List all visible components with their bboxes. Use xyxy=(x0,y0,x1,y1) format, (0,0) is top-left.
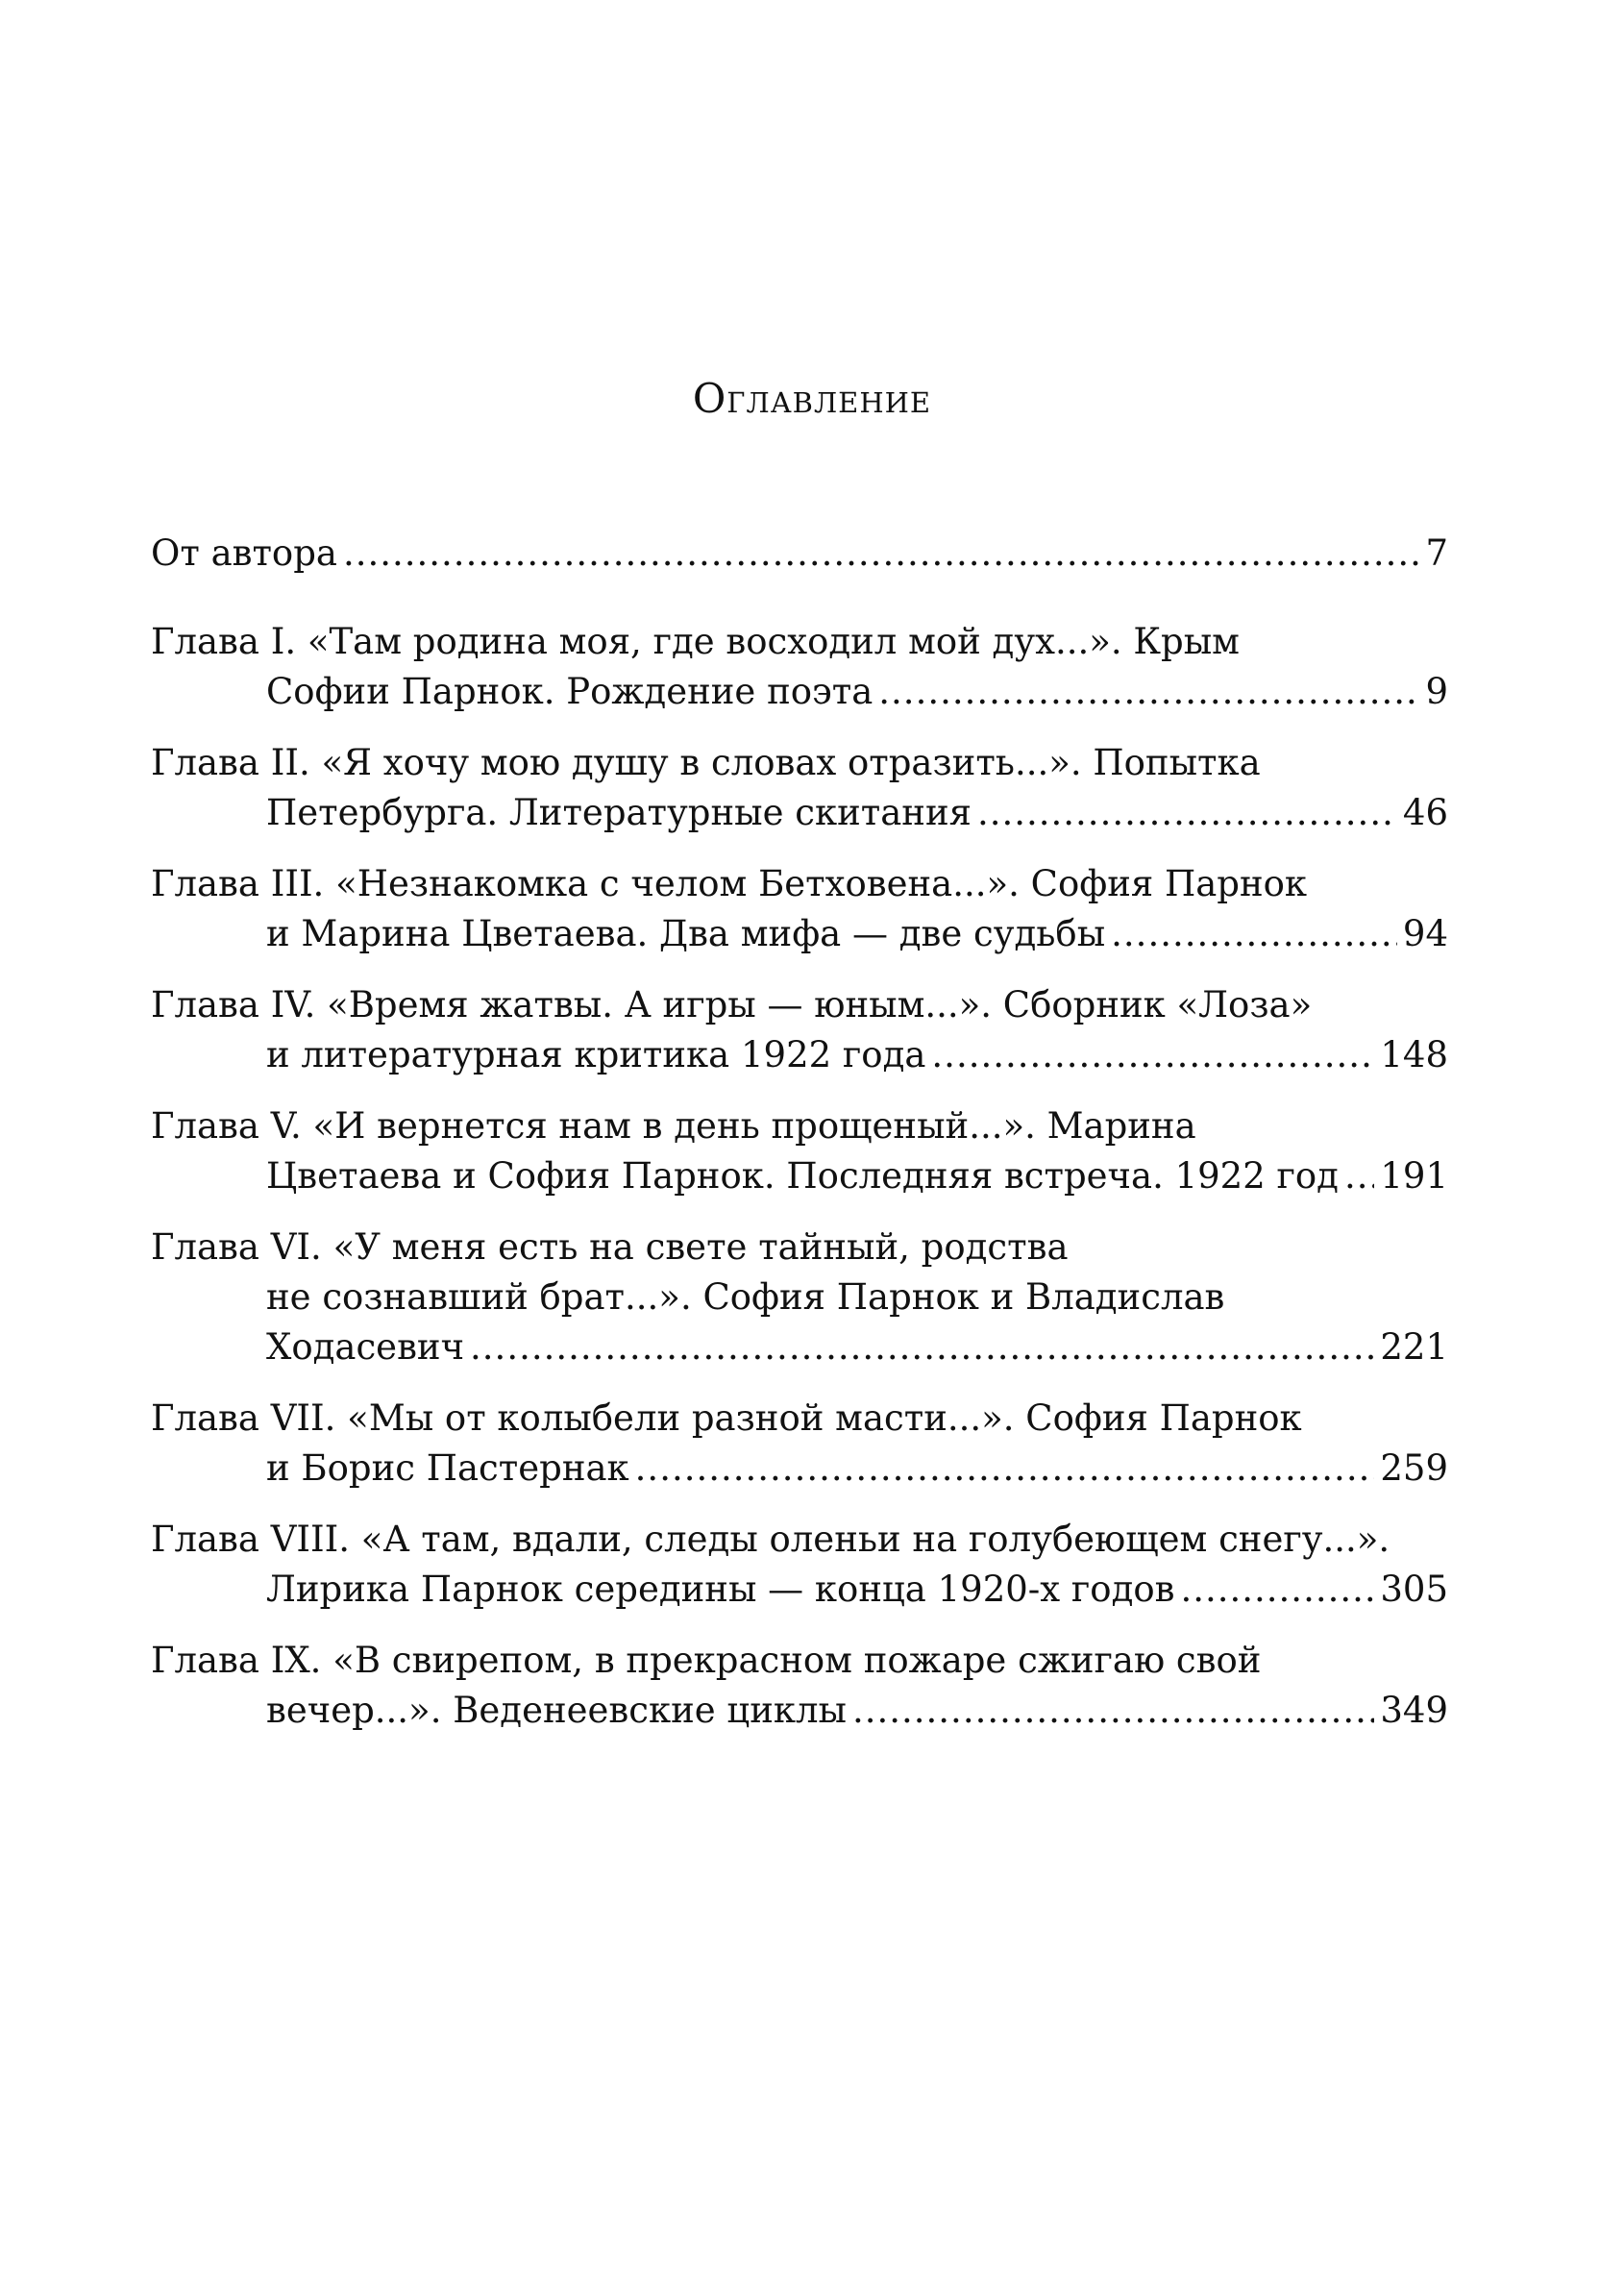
page-number: 221 xyxy=(1380,1326,1448,1368)
toc-entry-title-continued: Цветаева и София Парнок. Последняя встреча. 1922 год xyxy=(266,1155,1339,1197)
toc-entry-title-continued: Петербурга. Литературные скитания xyxy=(266,792,972,833)
page-number: 191 xyxy=(1380,1155,1448,1197)
toc-entry-title: Глава V. «И вернется нам в день прощеный...». Марина xyxy=(151,1105,1196,1147)
page-number: 148 xyxy=(1380,1034,1448,1075)
dot-leader xyxy=(635,1444,1375,1494)
dot-leader xyxy=(977,788,1397,838)
page-number: 7 xyxy=(1425,532,1448,574)
toc-entry-chapter-7 xyxy=(151,1394,1448,1494)
toc-entry-chapter-9 xyxy=(151,1636,1448,1736)
toc-entry-title-continued: и литературная критика 1922 года xyxy=(266,1034,926,1075)
toc-entry-title: Глава IX. «В свирепом, в прекрасном пожаре сжигаю свой xyxy=(151,1640,1262,1681)
toc-entry-title: Глава VI. «У меня есть на свете тайный, родства xyxy=(151,1226,1069,1268)
page-number: 9 xyxy=(1425,671,1448,712)
dot-leader xyxy=(1180,1565,1374,1615)
toc-entry-chapter-5 xyxy=(151,1101,1448,1201)
toc-entry-title-continued: Ходасевич xyxy=(266,1326,465,1368)
toc-entry-chapter-3 xyxy=(151,859,1448,959)
page-number: 349 xyxy=(1380,1690,1448,1731)
page-number: 259 xyxy=(1380,1447,1448,1489)
toc-entry-chapter-2 xyxy=(151,738,1448,838)
dot-leader xyxy=(878,667,1419,717)
dot-leader xyxy=(1111,909,1397,959)
table-of-contents xyxy=(151,529,1448,1757)
dot-leader xyxy=(1344,1151,1374,1201)
toc-entry-chapter-8 xyxy=(151,1515,1448,1615)
dot-leader xyxy=(470,1322,1374,1372)
toc-entry-chapter-6 xyxy=(151,1223,1448,1372)
toc-entry-title: Глава IV. «Время жатвы. А игры — юным...». Сборник «Лоза» xyxy=(151,984,1313,1025)
page-number: 305 xyxy=(1380,1569,1448,1610)
toc-entry-title: Глава I. «Там родина моя, где восходил мой дух...». Крым xyxy=(151,621,1240,662)
toc-entry-title-continued: и Борис Пастернак xyxy=(266,1447,629,1489)
toc-entry-title: Глава III. «Незнакомка с челом Бетховена...». София Парнок xyxy=(151,863,1308,904)
toc-entry-title: Глава VIII. «А там, вдали, следы оленьи на голубеющем снегу...». xyxy=(151,1519,1390,1560)
toc-entry-title: Глава II. «Я хочу мою душу в словах отразить...». Попытка xyxy=(151,742,1261,783)
toc-entry-title-continued: вечер...». Веденеевские циклы xyxy=(266,1690,847,1731)
toc-entry-author xyxy=(151,529,1448,579)
page-title: Оглавление xyxy=(692,375,932,422)
toc-entry-title: Глава VII. «Мы от колыбели разной масти...». София Парнок xyxy=(151,1397,1302,1439)
dot-leader xyxy=(852,1686,1374,1736)
dot-leader xyxy=(343,529,1420,579)
toc-entry-chapter-4 xyxy=(151,980,1448,1080)
toc-entry-chapter-1 xyxy=(151,617,1448,717)
toc-entry-title-continued: Софии Парнок. Рождение поэта xyxy=(266,671,874,712)
page-number: 46 xyxy=(1402,792,1448,833)
toc-entry-title-middle: не сознавший брат...». София Парнок и Владислав xyxy=(266,1276,1225,1318)
toc-entry-title-continued: и Марина Цветаева. Два мифа — две судьбы xyxy=(266,913,1106,954)
dot-leader xyxy=(931,1030,1374,1080)
toc-entry-title-continued: Лирика Парнок середины — конца 1920-х годов xyxy=(266,1569,1175,1610)
page-number: 94 xyxy=(1402,913,1448,954)
toc-entry-title: От автора xyxy=(151,532,337,574)
